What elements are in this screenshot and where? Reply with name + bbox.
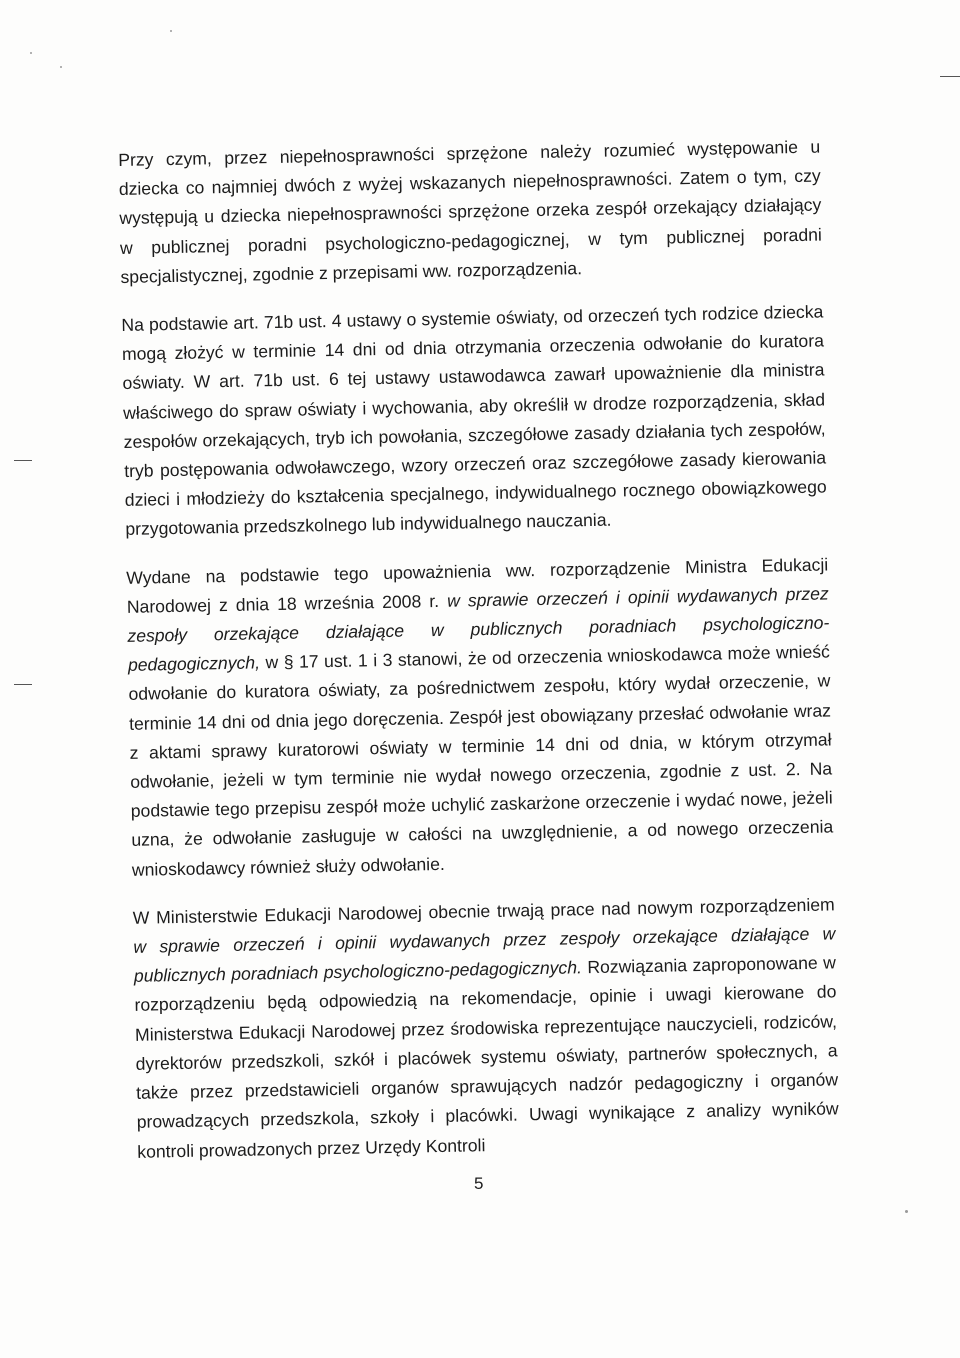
- paragraph-text: Na podstawie art. 71b ust. 4 ustawy o systemie oświaty, od orzeczeń tych rodzice dziecka mogą złożyć w terminie 14 dni od dnia otrzymania orzeczenia odwołanie do kuratora oświaty. W art. 71b ust. 6 tej ustawy ustawodawca zawarł upoważnienie dla ministra właściwego do spraw oświaty i wychowania, aby określił w drodze rozporządzenia, skład zespołów orzekających, tryb ich powołania, szczegółowe zasady działania tych zespołów, tryb postępowania odwoławczego, wzory orzeczeń oraz szczegółowe zasady kierowania dzieci i młodzieży do kształcenia specjalnego, indywidualnego rocznego obowiązkowego przygotowania przedszkolnego lub indywidualnego nauczania.: [121, 301, 827, 540]
- paragraph-text: Wydane na podstawie tego upoważnienia ww. rozporządzenie Ministra Edukacji Narodowej z dnia 18 września 2008 r.: [126, 554, 829, 617]
- scan-speck: [30, 52, 32, 54]
- document-body: [118, 133, 840, 1186]
- paragraph: [133, 890, 840, 1166]
- paragraph-text: W Ministerstwie Edukacji Narodowej obecnie trwają prace nad nowym rozporządzeniem: [132, 894, 835, 928]
- margin-mark: [14, 684, 32, 685]
- paragraph: [126, 550, 834, 885]
- paragraph-text: Rozwiązania zaproponowane w rozporządzeniu będą odpowiedzią na rekomendacje, opinie i uwagi kierowane do Ministerstwa Edukacji Narodowej przez środowiska reprezentujące nauczycieli, rodziców, dyrektorów przedszkoli, szkół i placówek systemu oświaty, partnerów społecznych, a także przez przedstawicieli organów sprawujących nadzór pedagogiczny i organów prowadzących przedszkola, szkoły i placówki. Uwagi wynikające z analizy wyników kontroli prowadzonych przez Urzędy Kontroli: [134, 952, 839, 1162]
- margin-mark: [14, 460, 32, 461]
- italic-title-text: w sprawie orzeczeń i opinii wydawanych przez zespoły orzekające działające w publicznych poradniach psychologiczno-pedagogicznych.: [133, 923, 836, 987]
- italic-title-text: w sprawie orzeczeń i opinii wydawanych przez zespoły orzekające działające w publicznych poradniach psychologiczno-pedagogicznych,: [127, 583, 830, 676]
- paragraph: [121, 298, 827, 545]
- paragraph-text: Przy czym, przez niepełnosprawności sprzężone należy rozumieć występowanie u dziecka co najmniej dwóch z wyżej wskazanych niepełnosprawności. Zatem o tym, czy występują u dziecka niepełnosprawności sprzężone orzeka zespół orzekający działający w publicznej poradni psychologiczno-pedagogicznej, w tym publicznej poradni specjalistycznej, zgodnie z przepisami ww. rozporządzenia.: [118, 136, 823, 287]
- page-number: 5: [474, 1174, 484, 1193]
- scan-speck: [170, 30, 172, 32]
- paragraph-text: w § 17 ust. 1 i 3 stanowi, że od orzeczenia wnioskodawca może wnieść odwołanie do kuratora oświaty, za pośrednictwem zespołu, który wydał orzeczenie, w terminie 14 dni od dnia jego doręczenia. Zespół jest obowiązany przesłać odwołanie wraz z aktami sprawy kuratorowi oświaty w terminie 14 dni od dnia, w którym otrzymał odwołanie, jeżeli w tym terminie nie wydał nowego orzeczenia, zgodnie z ust. 2. Na podstawie tego przepisu zespół może uchylić zaskarżone orzeczenie i wydać nowe, jeżeli uzna, że odwołanie zasługuje w całości na uwzględnienie, a od nowego orzeczenia wnioskodawcy również służy odwołanie.: [128, 641, 834, 880]
- scan-speck: [60, 66, 62, 68]
- paragraph: [118, 133, 823, 292]
- scan-speck: [905, 1210, 908, 1213]
- margin-mark: [940, 76, 960, 77]
